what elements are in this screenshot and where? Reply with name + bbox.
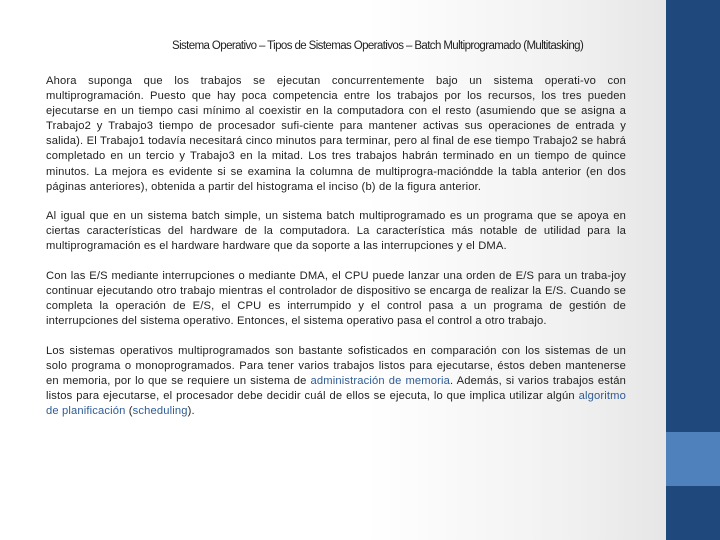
scheduling-link[interactable]: scheduling: [132, 405, 188, 418]
paragraph-1: Ahora suponga que los trabajos se ejecutan concurrentemente bajo un sistema operati-vo con multiprogramación. Puesto que hay poca competencia entre los trabajos por los recursos, los tres pueden ejecutarse en un tiempo casi mínimo al coexistir en la computadora con el resto (asumiendo que se asigna a Trabajo2 y Trabajo3 tiempo de procesador sufi-ciente para mantener activas sus operaciones de entrada y salida). El Trabajo1 todavía necesitará cinco minutos para terminar, pero al final de ese tiempo Trabajo2 se habrá completado en un tercio y Trabajo3 en la mitad. Los tres trabajos habrán terminado en un tiempo de quince minutos. La mejora es evidente si se examina la columna de multiprogra-macióndde la tabla anterior (en dos páginas anteriores), obtenida a partir del histograma el inciso (b) de la figura anterior.: [46, 75, 626, 193]
paragraph-4-text-d: ).: [187, 405, 195, 418]
paragraph-4-text-a: Los sistemas operativos multiprogramados son bastante sofisticados en comparación con los sistemas de un solo programa o monoprogramados. Para tener varios trabajos listos para ejecutarse, éstos deben mantenerse en memoria, por lo que se requiere un sistema de: [46, 344, 626, 388]
paragraph-2: Al igual que en un sistema batch simple, un sistema batch multiprogramado es un programa que se apoya en ciertas características del hardware de la computadora. La característica más notable de utilidad para la multiprogramación es el hardware hardware que da soporte a las interrupciones y el DMA.: [46, 210, 626, 253]
sidebar-accent-block: [666, 432, 720, 486]
paragraph-4: [46, 344, 626, 419]
slide-content: [46, 74, 626, 434]
scheduling-algorithm-link[interactable]: algoritmo de planificación: [46, 390, 626, 418]
memory-management-link[interactable]: administración de memoria: [310, 375, 451, 388]
paragraph-4-text-b: . Además, si varios trabajos están listos para ejecutarse, el procesador debe decidir cuál de ellos se ejecuta, lo que implica utilizar algún: [46, 375, 626, 403]
paragraph-4-text-c: (: [125, 405, 133, 418]
slide-title: Sistema Operativo – Tipos de Sistemas Operativos – Batch Multiprogramado (Multitasking): [172, 40, 584, 52]
paragraph-3: Con las E/S mediante interrupciones o mediante DMA, el CPU puede lanzar una orden de E/S para un traba-joy continuar ejecutando otro trabajo mientras el controlador de dispositivo se encarga de realizar la E/S. Cuando se completa la operación de E/S, el CPU es interrumpido y el control pasa a un programa de gestión de interrupciones del sistema operativo. Entonces, el sistema operativo pasa el control a otro trabajo.: [46, 270, 626, 328]
sidebar-decoration: [666, 0, 720, 540]
